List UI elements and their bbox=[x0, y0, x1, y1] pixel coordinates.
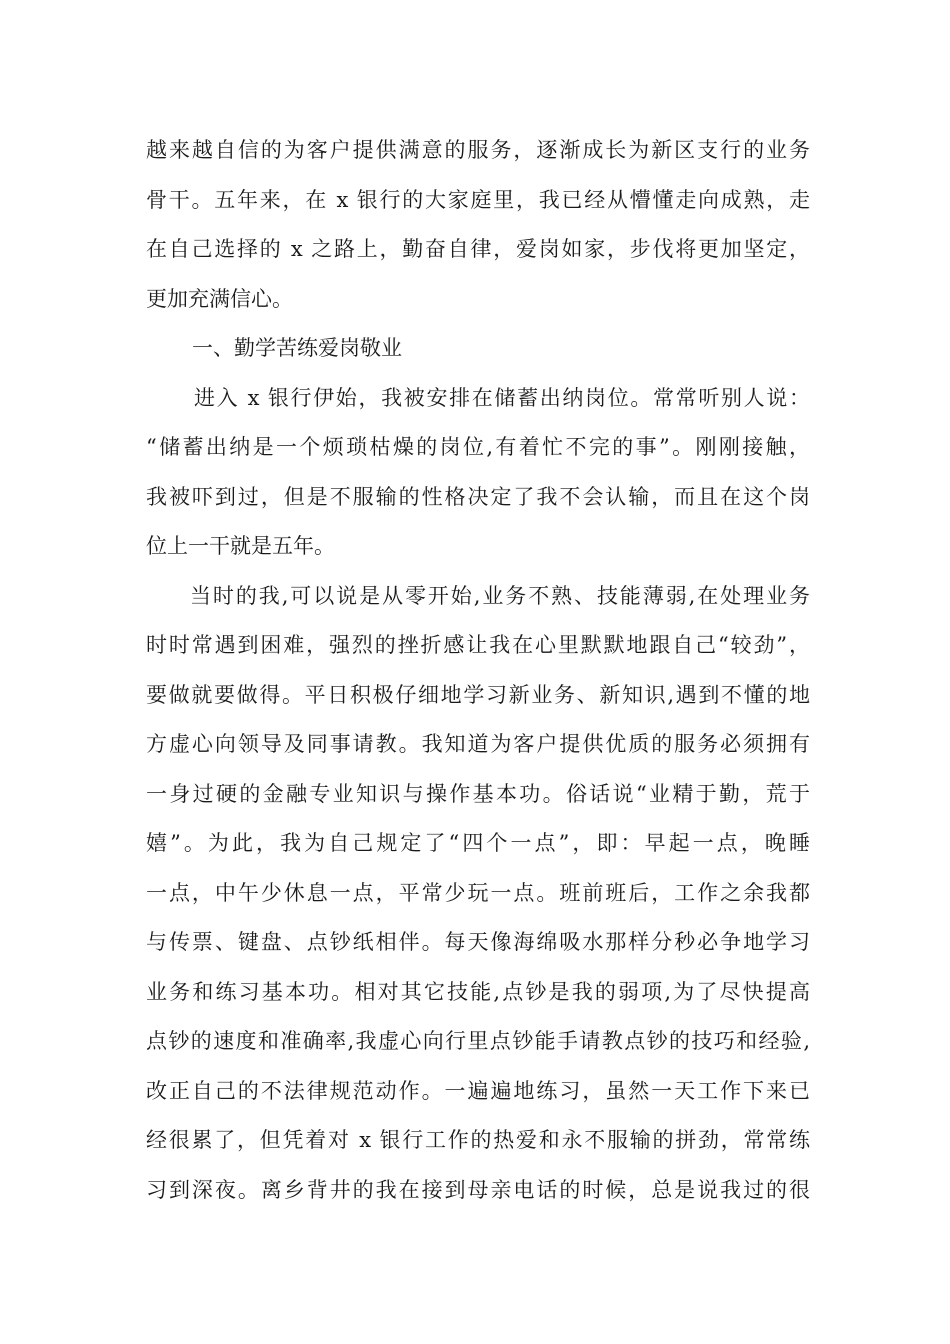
paragraph-line: 方虚心向领导及同事请教。我知道为客户提供优质的服务必须拥有 bbox=[146, 732, 810, 756]
paragraph-line: 习到深夜。离乡背井的我在接到母亲电话的时候，总是说我过的很 bbox=[146, 1177, 810, 1202]
paragraph-line: 当时的我,可以说是从零开始,业务不熟、技能薄弱,在处理业务 bbox=[190, 583, 810, 608]
paragraph-line: 越来越自信的为客户提供满意的服务，逐渐成长为新区支行的业务 bbox=[146, 138, 810, 162]
paragraph-line: 在自己选择的 x 之路上，勤奋自律，爱岗如家，步伐将更加坚定， bbox=[146, 237, 810, 261]
paragraph-line: 要做就要做得。平日积极仔细地学习新业务、新知识,遇到不懂的地 bbox=[146, 682, 810, 707]
paragraph-line: 业务和练习基本功。相对其它技能,点钞是我的弱项,为了尽快提高 bbox=[146, 979, 810, 1004]
paragraph-line: 骨干。五年来，在 x 银行的大家庭里，我已经从懵懂走向成熟，走 bbox=[146, 187, 810, 212]
paragraph-line: 更加充满信心。 bbox=[146, 286, 293, 311]
paragraph-line: 点钞的速度和准确率,我虚心向行里点钞能手请教点钞的技巧和经验, bbox=[146, 1029, 810, 1053]
paragraph-line: 改正自己的不法律规范动作。一遍遍地练习，虽然一天工作下来已 bbox=[146, 1078, 810, 1103]
paragraph-line: “储蓄出纳是一个烦琐枯燥的岗位,有着忙不完的事”。刚刚接触， bbox=[146, 435, 810, 459]
paragraph-line: 位上一干就是五年。 bbox=[146, 534, 335, 558]
paragraph-line: 一点，中午少休息一点，平常少玩一点。班前班后，工作之余我都 bbox=[146, 880, 810, 905]
paragraph-line: 时时常遇到困难，强烈的挫折感让我在心里默默地跟自己“较劲”， bbox=[146, 633, 810, 657]
paragraph-line: 经很累了，但凭着对 x 银行工作的热爱和永不服输的拼劲，常常练 bbox=[146, 1128, 810, 1152]
paragraph-line: 嬉”。为此，我为自己规定了“四个一点”，即：早起一点，晚睡 bbox=[146, 831, 810, 855]
paragraph-line: 我被吓到过，但是不服输的性格决定了我不会认输，而且在这个岗 bbox=[146, 484, 810, 509]
document-body bbox=[146, 126, 810, 1215]
paragraph-line: 进入 x 银行伊始，我被安排在储蓄出纳岗位。常常听别人说： bbox=[194, 385, 810, 410]
section-heading: 一、勤学苦练爱岗敬业 bbox=[192, 336, 402, 360]
paragraph-line: 与传票、键盘、点钞纸相伴。每天像海绵吸水那样分秒必争地学习 bbox=[146, 930, 810, 954]
paragraph-line: 一身过硬的金融专业知识与操作基本功。俗话说“业精于勤，荒于 bbox=[146, 781, 810, 806]
